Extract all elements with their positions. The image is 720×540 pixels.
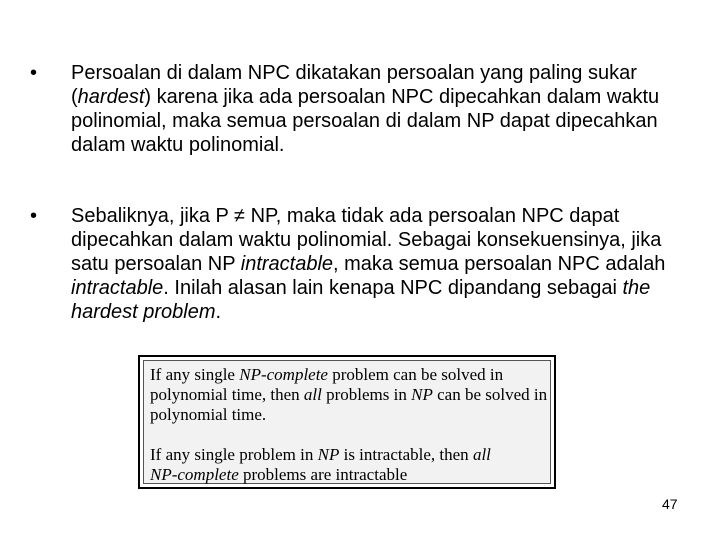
bullet-marker: • — [30, 205, 38, 227]
quote-line-4: If any single problem in NP is intractable, then all — [150, 445, 491, 464]
bullet-item-2 — [30, 204, 690, 324]
quote-line-3: polynomial time. — [150, 405, 267, 424]
page-number: 47 — [662, 496, 678, 512]
quote-image-box — [138, 355, 556, 489]
quote-spacer — [150, 425, 544, 445]
quote-text-block — [143, 360, 551, 484]
quote-line-1: If any single NP-complete problem can be solved in — [150, 365, 504, 384]
quote-line-5: NP-complete problems are intractable — [150, 465, 408, 484]
bullet-item-1 — [30, 61, 690, 157]
bullet-text: Persoalan di dalam NPC dikatakan persoalan yang paling sukar (hardest) karena jika ada persoalan NPC dipecahkan dalam waktu polinomial, maka semua persoalan di dalam NP dapat dipecahkan dalam waktu polinomial. — [71, 62, 660, 156]
quote-line-2: polynomial time, then all problems in NP can be solved in — [150, 385, 548, 404]
bullet-marker: • — [30, 62, 38, 84]
bullet-text: Sebaliknya, jika P ≠ NP, maka tidak ada persoalan NPC dapat dipecahkan dalam waktu polinomial. Sebagai konsekuensinya, jika satu persoalan NP intractable, maka semua persoalan NPC adalah intractable. Inilah alasan lain kenapa NPC dipandang sebagai the hardest problem. — [71, 205, 666, 323]
